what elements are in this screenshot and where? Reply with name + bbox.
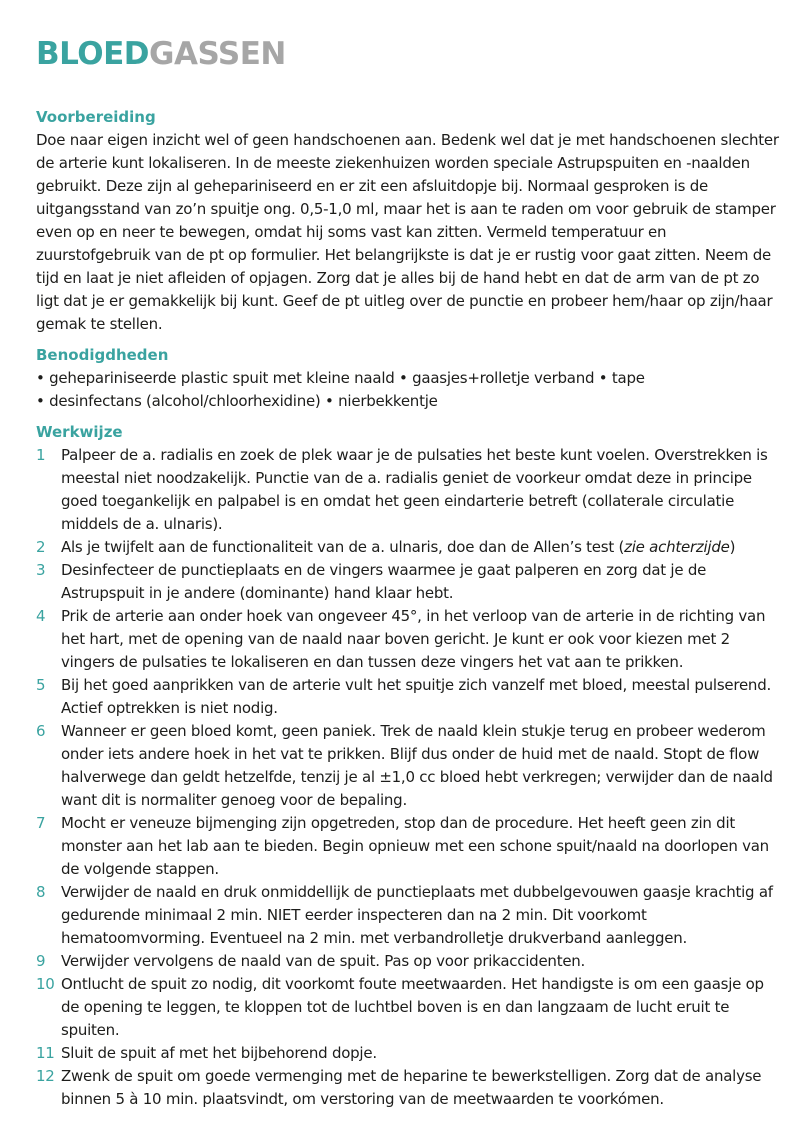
step-number: 11 xyxy=(36,1044,55,1062)
content xyxy=(36,106,780,1111)
title-part-2: GASSEN xyxy=(149,36,286,72)
step-2 xyxy=(36,536,780,559)
step-number: 2 xyxy=(36,538,46,556)
step-1 xyxy=(36,444,780,536)
section-heading-benodigdheden: Benodigdheden xyxy=(36,346,169,364)
step-text: Desinfecteer de punctieplaats en de vingers waarmee je gaat palperen en zorg dat je de Astrupspuit in je andere (dominante) hand klaar hebt. xyxy=(61,561,707,602)
step-text: Bij het goed aanprikken van de arterie vult het spuitje zich vanzelf met bloed, meestal pulserend. Actief optrekken is niet nodig. xyxy=(61,676,771,717)
step-8 xyxy=(36,881,780,950)
step-7 xyxy=(36,812,780,881)
step-text: Zwenk de spuit om goede vermenging met de heparine te bewerkstelligen. Zorg dat de analyse binnen 5 à 10 min. plaatsvindt, om verstoring van de meetwaarden te voorkómen. xyxy=(61,1067,762,1108)
step-text: Als je twijfelt aan de functionaliteit van de a. ulnaris, doe dan de Allen’s test ( xyxy=(61,538,625,556)
step-number: 7 xyxy=(36,814,46,832)
title-part-1: BLOED xyxy=(36,36,150,72)
step-number: 5 xyxy=(36,676,46,694)
step-number: 1 xyxy=(36,446,46,464)
step-text: Wanneer er geen bloed komt, geen paniek. Trek de naald klein stukje terug en probeer wederom onder iets andere hoek in het vat te prikken. Blijf dus onder de huid met de naald. Stopt de flow halverwege dan geldt hetzelfde, tenzij je al ±1,0 cc bloed hebt verkregen; verwijder dan de naald want dit is normaliter genoeg voor de bepaling. xyxy=(61,722,773,809)
werkwijze-steps xyxy=(36,444,780,1111)
step-9 xyxy=(36,950,780,973)
step-number: 8 xyxy=(36,883,46,901)
step-number: 9 xyxy=(36,952,46,970)
step-11 xyxy=(36,1042,780,1065)
step-12 xyxy=(36,1065,780,1111)
step-text-italic: zie achterzijde xyxy=(624,538,730,556)
step-3 xyxy=(36,559,780,605)
step-text: Ontlucht de spuit zo nodig, dit voorkomt foute meetwaarden. Het handigste is om een gaasje op de opening te leggen, te kloppen tot de luchtbel boven is en dan langzaam de lucht eruit te spuiten. xyxy=(61,975,764,1039)
step-4 xyxy=(36,605,780,674)
step-text-wrapper xyxy=(61,536,780,559)
voorbereiding-text: Doe naar eigen inzicht wel of geen handschoenen aan. Bedenk wel dat je met handschoenen slechter de arterie kunt lokaliseren. In de meeste ziekenhuizen worden speciale Astrupspuiten en -naalden gebruikt. Deze zijn al gehepariniseerd en er zit een afsluitdopje bij. Normaal gesproken is de uitgangsstand van zo’n spuitje ong. 0,5-1,0 ml, maar het is aan te raden om voor gebruik de stamper even op en neer te bewegen, omdat hij soms vast kan zitten. Vermeld temperatuur en zuurstofgebruik van de pt op formulier. Het belangrijkste is dat je er rustig voor gaat zitten. Neem de tijd en laat je niet afleiden of opjagen. Zorg dat je alles bij de hand hebt en dat de arm van de pt zo ligt dat je er gemakkelijk bij kunt. Geef de pt uitleg over de punctie en probeer hem/haar op zijn/haar gemak te stellen. xyxy=(36,131,779,333)
benodigdheden-line-2: • desinfectans (alcohol/chloorhexidine) • nierbekkentje xyxy=(36,392,438,410)
page-title xyxy=(36,36,286,72)
step-text: Verwijder de naald en druk onmiddellijk de punctieplaats met dubbelgevouwen gaasje krachtig af gedurende minimaal 2 min. NIET eerder inspecteren dan na 2 min. Dit voorkomt hematoomvorming. Eventueel na 2 min. met verbandrolletje drukverband aanleggen. xyxy=(61,883,773,947)
step-10 xyxy=(36,973,780,1042)
step-number: 4 xyxy=(36,607,46,625)
section-heading-werkwijze: Werkwijze xyxy=(36,423,123,441)
step-text: Prik de arterie aan onder hoek van ongeveer 45°, in het verloop van de arterie in de richting van het hart, met de opening van de naald naar boven gericht. Je kunt er ook voor kiezen met 2 vingers de pulsaties te lokaliseren en dan tussen deze vingers het vat aan te prikken. xyxy=(61,607,766,671)
step-number: 6 xyxy=(36,722,46,740)
step-text: Palpeer de a. radialis en zoek de plek waar je de pulsaties het beste kunt voelen. Overstrekken is meestal niet noodzakelijk. Punctie van de a. radialis geniet de voorkeur omdat deze in principe goed toegankelijk en palpabel is en omdat het geen eindarterie betreft (collaterale circulatie middels de a. ulnaris). xyxy=(61,446,768,533)
step-text: Mocht er veneuze bijmenging zijn opgetreden, stop dan de procedure. Het heeft geen zin dit monster aan het lab aan te bieden. Begin opnieuw met een schone spuit/naald na doorlopen van de volgende stappen. xyxy=(61,814,769,878)
step-number: 10 xyxy=(36,975,55,993)
step-text: Sluit de spuit af met het bijbehorend dopje. xyxy=(61,1044,377,1062)
step-5 xyxy=(36,674,780,720)
step-text-after: ) xyxy=(729,538,736,556)
section-heading-voorbereiding: Voorbereiding xyxy=(36,108,156,126)
step-6 xyxy=(36,720,780,812)
step-number: 12 xyxy=(36,1067,55,1085)
benodigdheden-line-1: • gehepariniseerde plastic spuit met kleine naald • gaasjes+rolletje verband • tape xyxy=(36,369,645,387)
step-number: 3 xyxy=(36,561,46,579)
step-text: Verwijder vervolgens de naald van de spuit. Pas op voor prikaccidenten. xyxy=(61,952,586,970)
benodigdheden-list xyxy=(36,367,780,413)
